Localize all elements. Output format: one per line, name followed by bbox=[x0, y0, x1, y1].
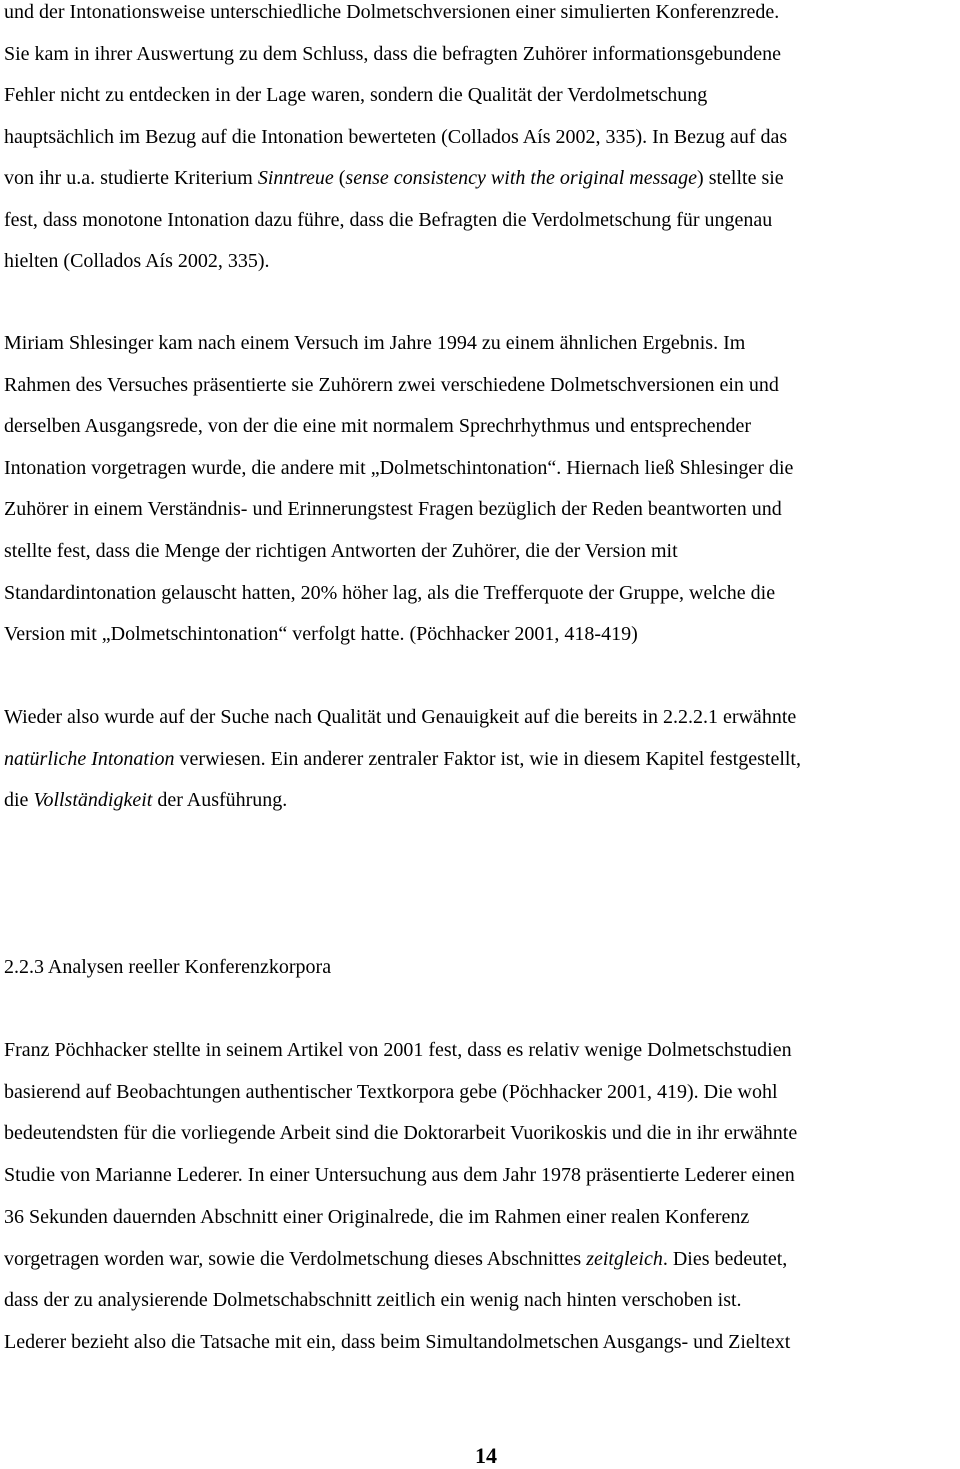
italic-text: sense consistency with the original message bbox=[345, 167, 698, 189]
text-span: derselben Ausgangsrede, von der die eine mit normalem Sprechrhythmus und entsprechender bbox=[4, 415, 752, 438]
text-line bbox=[4, 456, 793, 480]
text-line bbox=[4, 414, 751, 438]
text-span: vorgetragen worden war, sowie die Verdolmetschung dieses Abschnittes bbox=[4, 1247, 587, 1270]
text-line bbox=[4, 1080, 778, 1104]
text-line bbox=[4, 83, 707, 107]
text-span: und der Intonationsweise unterschiedliche Dolmetschversionen einer simulierten Konferenzrede. bbox=[4, 1, 780, 23]
text-span: Fehler nicht zu entdecken in der Lage waren, sondern die Qualität der Verdolmetschung bbox=[4, 84, 708, 106]
text-span: 2.2.3 Analysen reeller Konferenzkorpora bbox=[4, 956, 332, 978]
text-line bbox=[4, 0, 779, 24]
text-line bbox=[4, 1205, 749, 1229]
text-line bbox=[4, 373, 779, 397]
text-span: bedeutendsten für die vorliegende Arbeit sind die Doktorarbeit Vuorikoskis und die in ihr erwähnte bbox=[4, 1122, 798, 1145]
text-span: Version mit „Dolmetschintonation“ verfolgt hatte. (Pöchhacker 2001, 418-419) bbox=[4, 623, 638, 646]
italic-text: Vollständigkeit bbox=[33, 789, 153, 811]
text-span: dass der zu analysierende Dolmetschabschnitt zeitlich ein wenig nach hinten verschoben ist. bbox=[4, 1289, 742, 1312]
text-span: Franz Pöchhacker stellte in seinem Artikel von 2001 fest, dass es relativ wenige Dolmetschstudien bbox=[4, 1039, 792, 1061]
text-span: Zuhörer in einem Verständnis- und Erinnerungstest Fragen bezüglich der Reden beantworten und bbox=[4, 498, 782, 521]
text-line bbox=[4, 497, 782, 521]
text-line bbox=[4, 955, 331, 979]
text-line bbox=[4, 1038, 792, 1062]
text-span: verwiesen. Ein anderer zentraler Faktor ist, wie in diesem Kapitel festgestellt, bbox=[174, 747, 801, 770]
text-line bbox=[4, 42, 781, 66]
text-line bbox=[4, 166, 784, 190]
text-line bbox=[4, 331, 745, 355]
italic-text: Sinntreue bbox=[257, 167, 334, 189]
text-span: Miriam Shlesinger kam nach einem Versuch im Jahre 1994 zu einem ähnlichen Ergebnis. Im bbox=[4, 332, 746, 354]
text-span: die bbox=[4, 789, 34, 811]
text-span: ) stellte sie bbox=[697, 167, 784, 189]
page-number: 14 bbox=[475, 1443, 497, 1468]
text-span: hielten (Collados Aís 2002, 335). bbox=[4, 250, 270, 272]
text-line bbox=[4, 249, 270, 273]
text-span: 36 Sekunden dauernden Abschnitt einer Originalrede, die im Rahmen einer realen Konferenz bbox=[4, 1205, 750, 1228]
text-span: . Dies bedeutet, bbox=[662, 1247, 788, 1270]
text-span: Wieder also wurde auf der Suche nach Qualität und Genauigkeit auf die bereits in 2.2.2.1 erwähnte bbox=[4, 706, 797, 728]
text-line bbox=[4, 747, 801, 771]
text-span: fest, dass monotone Intonation dazu führe, dass die Befragten die Verdolmetschung für ungenau bbox=[4, 208, 773, 231]
text-span: basierend auf Beobachtungen authentischer Textkorpora gebe (Pöchhacker 2001, 419). Die wohl bbox=[4, 1080, 778, 1103]
text-line bbox=[4, 788, 287, 812]
text-line bbox=[4, 125, 787, 149]
text-span: Lederer bezieht also die Tatsache mit ein, dass beim Simultandolmetschen Ausgangs- und Zieltext bbox=[4, 1330, 791, 1353]
text-line bbox=[4, 581, 775, 605]
text-span: der Ausführung. bbox=[152, 789, 288, 811]
text-span: ( bbox=[333, 167, 346, 189]
text-line bbox=[4, 1247, 787, 1271]
text-span: Intonation vorgetragen wurde, die andere mit „Dolmetschintonation“. Hiernach ließ Shlesinger die bbox=[4, 456, 794, 479]
text-line bbox=[4, 1163, 795, 1187]
italic-text: natürliche Intonation bbox=[4, 747, 175, 770]
text-span: Sie kam in ihrer Auswertung zu dem Schluss, dass die befragten Zuhörer informationsgebundene bbox=[4, 42, 782, 65]
text-line bbox=[4, 705, 796, 729]
text-span: stellte fest, dass die Menge der richtigen Antworten der Zuhörer, die der Version mit bbox=[4, 540, 678, 562]
text-span: von ihr u.a. studierte Kriterium bbox=[4, 167, 258, 189]
text-line bbox=[4, 539, 678, 563]
text-line bbox=[4, 1330, 790, 1354]
text-line bbox=[4, 1121, 797, 1145]
text-span: Studie von Marianne Lederer. In einer Untersuchung aus dem Jahr 1978 präsentierte Lederer einen bbox=[4, 1164, 795, 1187]
text-line bbox=[4, 1288, 742, 1312]
text-span: Standardintonation gelauscht hatten, 20% höher lag, als die Trefferquote der Gruppe, welche die bbox=[4, 581, 776, 604]
italic-text: zeitgleich bbox=[586, 1247, 663, 1270]
text-line bbox=[4, 622, 638, 646]
text-span: hauptsächlich im Bezug auf die Intonation bewerteten (Collados Aís 2002, 335). In Bezug auf das bbox=[4, 125, 788, 148]
text-span: Rahmen des Versuches präsentierte sie Zuhörern zwei verschiedene Dolmetschversionen ein und bbox=[4, 373, 779, 396]
text-line bbox=[4, 208, 772, 232]
